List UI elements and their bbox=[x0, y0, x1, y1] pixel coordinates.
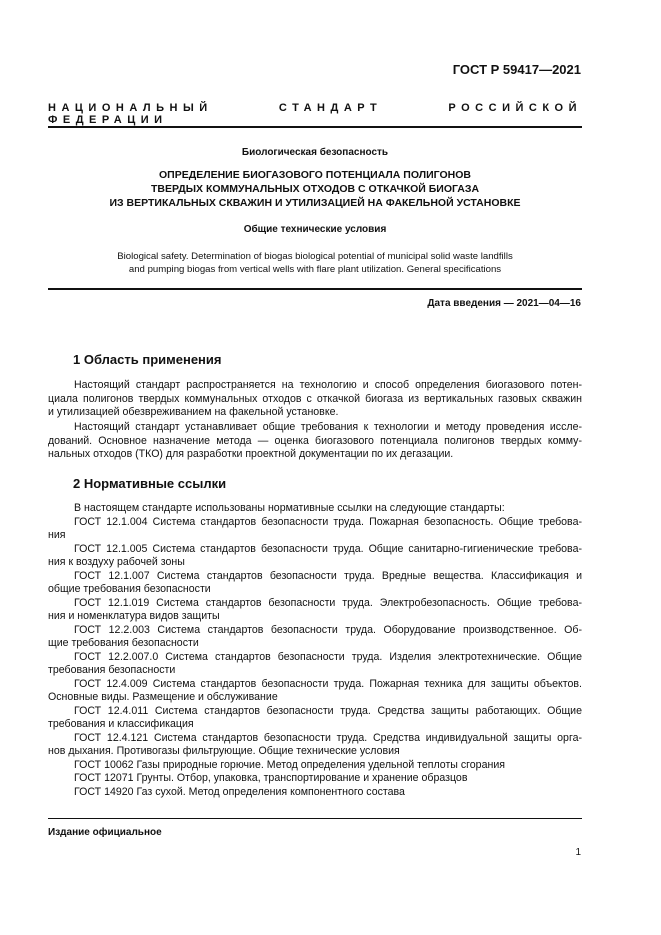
document-number: ГОСТ Р 59417—2021 bbox=[452, 62, 581, 77]
reference-line: ГОСТ 10062 Газы природные горючие. Метод определения удельной теплоты сгорания bbox=[74, 758, 505, 771]
middle-rule bbox=[48, 288, 582, 290]
standard-subtitle: Общие технические условия bbox=[243, 224, 387, 235]
introduction-date: Дата введения — 2021—04—16 bbox=[427, 298, 581, 309]
reference-line: ГОСТ 14920 Газ сухой. Метод определения компонентного состава bbox=[74, 785, 405, 798]
reference-line: щие требования безопасности bbox=[48, 637, 199, 649]
text-line: дований. Основное назначение метода — оценка биогазового потенциала полигонов твердых комму- bbox=[48, 434, 582, 447]
text-line: В настоящем стандарте использованы нормативные ссылки на следующие стандарты: bbox=[74, 502, 505, 514]
section-1-paragraph-1 bbox=[48, 379, 582, 420]
footer-rule bbox=[48, 818, 582, 819]
english-title bbox=[48, 250, 582, 276]
reference-line: ГОСТ 12.4.011 Система стандартов безопасности труда. Средства защиты работающих. Общие bbox=[74, 704, 582, 717]
standard-main-title bbox=[48, 168, 582, 210]
reference-line: ния и номенклатура видов защиты bbox=[48, 610, 220, 622]
text-line: нальных отходов (ТКО) для разработки проектной документации по их дегазации. bbox=[48, 448, 454, 460]
text-line: Настоящий стандарт устанавливает общие требования к технологии и методу проведения иссле- bbox=[74, 421, 582, 433]
section-2-heading: 2 Нормативные ссылки bbox=[73, 476, 227, 491]
standard-group-title: Биологическая безопасность bbox=[241, 147, 389, 158]
title-line: ИЗ ВЕРТИКАЛЬНЫХ СКВАЖИН И УТИЛИЗАЦИЕЙ НА ФАКЕЛЬНОЙ УСТАНОВКЕ bbox=[109, 197, 521, 209]
reference-line: ния к воздуху рабочей зоны bbox=[48, 556, 185, 568]
english-title-line: and pumping biogas from vertical wells with flare plant utilization. General specifications bbox=[128, 264, 502, 275]
reference-line: нов дыхания. Противогазы фильтрующие. Общие технические условия bbox=[48, 745, 400, 757]
reference-line: ГОСТ 12.1.007 Система стандартов безопасности труда. Вредные вещества. Классификация и bbox=[74, 569, 582, 582]
reference-line: ГОСТ 12.1.005 Система стандартов безопасности труда. Общие санитарно-гигиенические требова- bbox=[74, 542, 582, 555]
reference-line: ГОСТ 12071 Грунты. Отбор, упаковка, транспортирование и хранение образцов bbox=[74, 772, 468, 784]
section-1-heading: 1 Область применения bbox=[73, 352, 222, 367]
reference-line: ГОСТ 12.2.003 Система стандартов безопасности труда. Оборудование производственное. Об- bbox=[74, 623, 582, 636]
text-line: циала полигонов твердых коммунальных отходов с откачкой биогаза из вертикальных газовых скважин bbox=[48, 392, 582, 405]
section-1-paragraph-2 bbox=[48, 421, 582, 462]
title-line: ТВЕРДЫХ КОММУНАЛЬНЫХ ОТХОДОВ С ОТКАЧКОЙ БИОГАЗА bbox=[150, 183, 480, 195]
text-line: Настоящий стандарт распространяется на технологию и способ определения биогазового потен- bbox=[74, 379, 582, 391]
page-number: 1 bbox=[575, 847, 581, 858]
text-line: и утилизацией обезвреживанием на факельной установке. bbox=[48, 406, 339, 418]
normative-references-list bbox=[48, 502, 582, 799]
reference-line: требования безопасности bbox=[48, 664, 176, 676]
national-standard-banner: НАЦИОНАЛЬНЫЙ СТАНДАРТ РОССИЙСКОЙ ФЕДЕРАЦИИ bbox=[48, 102, 582, 126]
top-rule bbox=[48, 126, 582, 128]
official-publication-label: Издание официальное bbox=[48, 827, 162, 838]
english-title-line: Biological safety. Determination of biogas biological potential of municipal solid waste landfills bbox=[117, 251, 513, 262]
reference-line: Основные виды. Размещение и обслуживание bbox=[48, 691, 278, 703]
title-line: ОПРЕДЕЛЕНИЕ БИОГАЗОВОГО ПОТЕНЦИАЛА ПОЛИГОНОВ bbox=[159, 169, 471, 181]
reference-line: ния bbox=[48, 529, 66, 541]
reference-line: ГОСТ 12.1.019 Система стандартов безопасности труда. Электробезопасность. Общие требова- bbox=[74, 596, 582, 609]
reference-line: ГОСТ 12.2.007.0 Система стандартов безопасности труда. Изделия электротехнические. Общие bbox=[74, 650, 582, 663]
reference-line: общие требования безопасности bbox=[48, 583, 211, 595]
reference-line: требования и классификация bbox=[48, 718, 194, 730]
reference-line: ГОСТ 12.4.009 Система стандартов безопасности труда. Пожарная техника для защиты объектов. bbox=[74, 677, 582, 690]
reference-line: ГОСТ 12.1.004 Система стандартов безопасности труда. Пожарная безопасность. Общие требова- bbox=[74, 515, 582, 528]
reference-line: ГОСТ 12.4.121 Система стандартов безопасности труда. Средства индивидуальной защиты орга- bbox=[74, 731, 582, 744]
